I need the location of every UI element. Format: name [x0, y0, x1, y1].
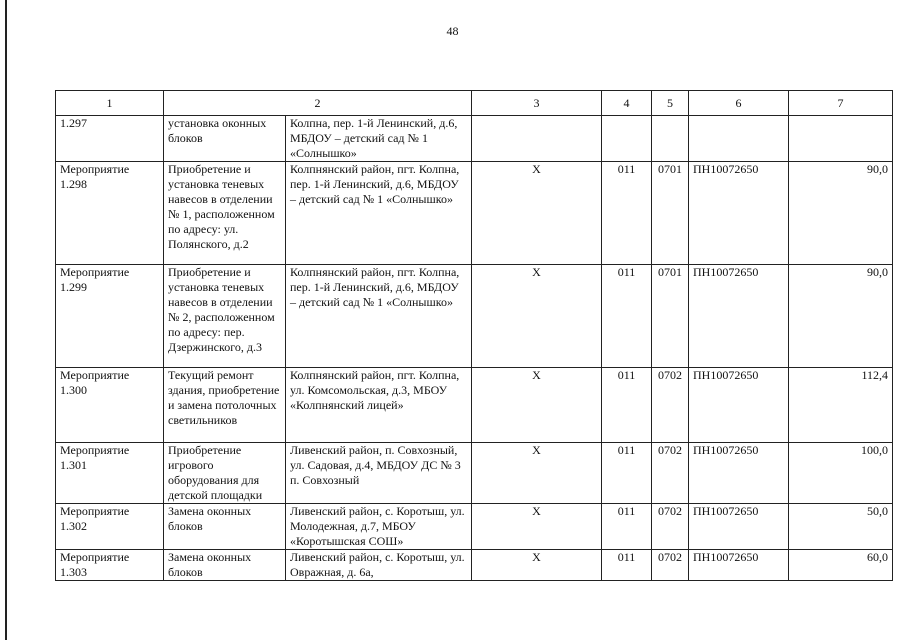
- col3-value: Х: [472, 162, 602, 265]
- header-col-1: 1: [56, 91, 164, 116]
- event-description: Замена оконных блоков: [164, 550, 286, 581]
- col4-value: 011: [602, 265, 652, 368]
- table-row: [56, 504, 893, 550]
- header-col-3: 3: [472, 91, 602, 116]
- event-address: Колпна, пер. 1-й Ленинский, д.6, МБДОУ – детский сад № 1 «Солнышко»: [286, 116, 472, 162]
- event-number: Мероприятие 1.301: [56, 443, 164, 504]
- col3-value: Х: [472, 265, 602, 368]
- event-number: Мероприятие 1.299: [56, 265, 164, 368]
- col3-value: [472, 116, 602, 162]
- header-col-2: 2: [164, 91, 472, 116]
- event-address: Колпнянский район, пгт. Колпна, пер. 1-й Ленинский, д.6, МБДОУ – детский сад № 1 «Солнышко»: [286, 265, 472, 368]
- col7-value: 50,0: [789, 504, 893, 550]
- col4-value: 011: [602, 443, 652, 504]
- event-address: Колпнянский район, пгт. Колпна, ул. Комсомольская, д.3, МБОУ «Колпнянский лицей»: [286, 368, 472, 443]
- event-number: Мероприятие 1.302: [56, 504, 164, 550]
- col3-value: Х: [472, 368, 602, 443]
- header-col-6: 6: [689, 91, 789, 116]
- page-left-border: [5, 0, 7, 640]
- col6-value: ПН10072650: [689, 368, 789, 443]
- event-address: Ливенский район, п. Совхозный, ул. Садовая, д.4, МБДОУ ДС № 3 п. Совхозный: [286, 443, 472, 504]
- header-col-7: 7: [789, 91, 893, 116]
- col3-value: Х: [472, 504, 602, 550]
- header-col-4: 4: [602, 91, 652, 116]
- table-row: [56, 116, 893, 162]
- col5-value: 0702: [652, 368, 689, 443]
- col5-value: 0702: [652, 443, 689, 504]
- col7-value: 90,0: [789, 265, 893, 368]
- col7-value: 90,0: [789, 162, 893, 265]
- col4-value: 011: [602, 368, 652, 443]
- col3-value: Х: [472, 550, 602, 581]
- event-description: Приобретение и установка теневых навесов в отделении № 2, расположенном по адресу: пер. Дзержинского, д.3: [164, 265, 286, 368]
- col7-value: 100,0: [789, 443, 893, 504]
- event-description: Текущий ремонт здания, приобретение и замена потолочных светильников: [164, 368, 286, 443]
- col6-value: ПН10072650: [689, 162, 789, 265]
- col4-value: [602, 116, 652, 162]
- col3-value: Х: [472, 443, 602, 504]
- event-description: Приобретение игрового оборудования для детской площадки: [164, 443, 286, 504]
- event-address: Ливенский район, с. Коротыш, ул. Молодежная, д.7, МБОУ «Коротышская СОШ»: [286, 504, 472, 550]
- table-row: [56, 162, 893, 265]
- col5-value: 0701: [652, 265, 689, 368]
- col4-value: 011: [602, 162, 652, 265]
- event-number: Мероприятие 1.298: [56, 162, 164, 265]
- col5-value: 0702: [652, 504, 689, 550]
- col6-value: ПН10072650: [689, 504, 789, 550]
- event-address: Ливенский район, с. Коротыш, ул. Овражная, д. 6а,: [286, 550, 472, 581]
- col5-value: [652, 116, 689, 162]
- table-row: [56, 265, 893, 368]
- event-description: Приобретение и установка теневых навесов в отделении № 1, расположенном по адресу: ул. Полянского, д.2: [164, 162, 286, 265]
- col4-value: 011: [602, 504, 652, 550]
- budget-table: [55, 90, 893, 581]
- col6-value: ПН10072650: [689, 443, 789, 504]
- col6-value: ПН10072650: [689, 265, 789, 368]
- col4-value: 011: [602, 550, 652, 581]
- event-description: установка оконных блоков: [164, 116, 286, 162]
- event-address: Колпнянский район, пгт. Колпна, пер. 1-й Ленинский, д.6, МБДОУ – детский сад № 1 «Солнышко»: [286, 162, 472, 265]
- table-row: [56, 368, 893, 443]
- header-col-5: 5: [652, 91, 689, 116]
- col6-value: ПН10072650: [689, 550, 789, 581]
- col5-value: 0701: [652, 162, 689, 265]
- table-row: [56, 550, 893, 581]
- col7-value: 112,4: [789, 368, 893, 443]
- event-description: Замена оконных блоков: [164, 504, 286, 550]
- col5-value: 0702: [652, 550, 689, 581]
- col7-value: [789, 116, 893, 162]
- event-number: Мероприятие 1.300: [56, 368, 164, 443]
- col6-value: [689, 116, 789, 162]
- event-number: 1.297: [56, 116, 164, 162]
- col7-value: 60,0: [789, 550, 893, 581]
- table-row: [56, 443, 893, 504]
- page-number: 48: [446, 24, 459, 38]
- table-header-row: [56, 91, 893, 116]
- event-number: Мероприятие 1.303: [56, 550, 164, 581]
